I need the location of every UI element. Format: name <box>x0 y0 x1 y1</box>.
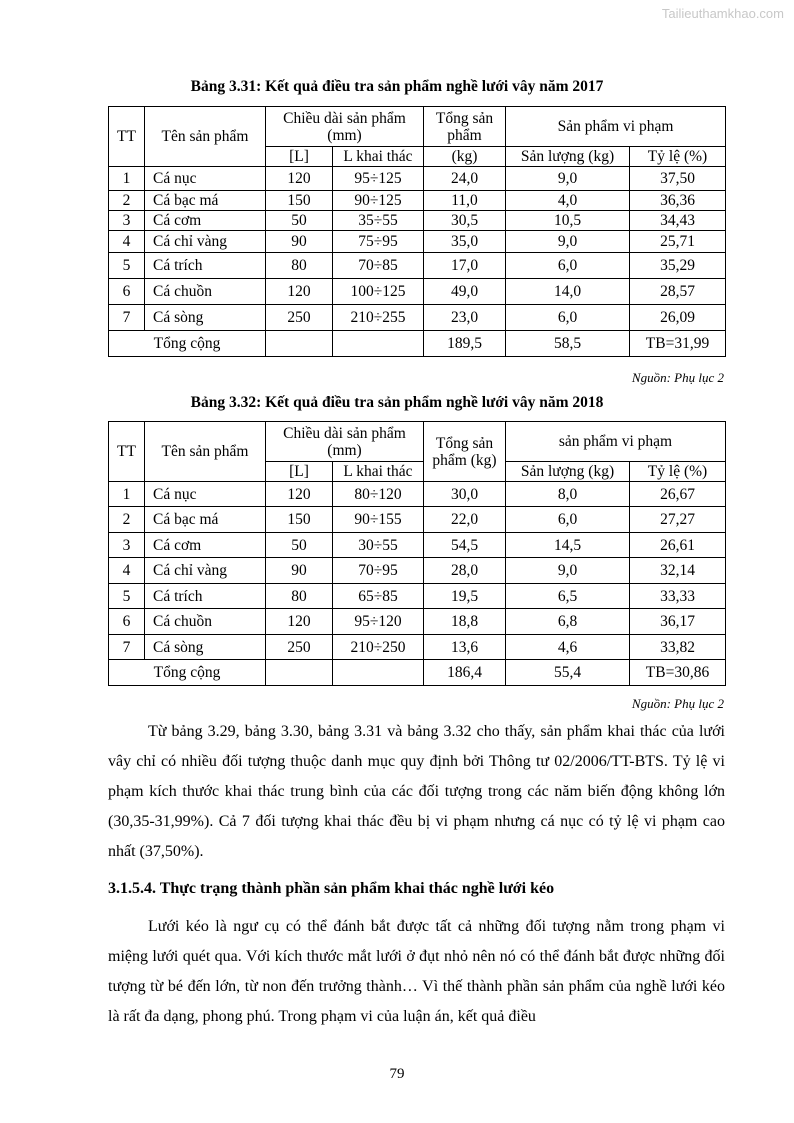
cell-lkt: 70÷95 <box>333 558 424 584</box>
cell-tt: 1 <box>109 482 145 507</box>
cell-total: 13,6 <box>424 635 506 660</box>
cell-rate: 27,27 <box>630 507 726 533</box>
cell-name: Cá chuồn <box>145 279 266 305</box>
paragraph-1-text: Từ bảng 3.29, bảng 3.30, bảng 3.31 và bảng 3.32 cho thấy, sản phẩm khai thác của lưới vây chỉ có nhiều đối tượng thuộc danh mục quy định bởi Thông tư 02/2006/TT-BTS. Tỷ lệ vi phạm kích thước khai thác trung bình của các đối tượng trong các năm biến động không lớn (30,35-31,99%). Cả 7 đối tượng khai thác đều bị vi phạm nhưng cá nục có tỷ lệ vi phạm cao nhất (37,50%). <box>108 723 725 860</box>
footer-empty <box>333 660 424 686</box>
cell-name: Cá sòng <box>145 305 266 331</box>
cell-rate: 26,09 <box>630 305 726 331</box>
cell-rate: 25,71 <box>630 231 726 253</box>
cell-yield: 14,0 <box>506 279 630 305</box>
cell-l: 150 <box>266 507 333 533</box>
table-row <box>109 231 726 253</box>
watermark: Tailieuthamkhao.com <box>661 6 784 21</box>
cell-lkt: 30÷55 <box>333 533 424 558</box>
table-row <box>109 507 726 533</box>
cell-yield: 9,0 <box>506 558 630 584</box>
cell-name: Cá cơm <box>145 211 266 231</box>
cell-yield: 4,0 <box>506 191 630 211</box>
cell-total: 19,5 <box>424 584 506 609</box>
header-violation: sản phẩm vi phạm <box>506 422 726 462</box>
cell-name: Cá bạc má <box>145 507 266 533</box>
cell-l: 50 <box>266 211 333 231</box>
cell-rate: 37,50 <box>630 167 726 191</box>
cell-yield: 10,5 <box>506 211 630 231</box>
cell-name: Cá sòng <box>145 635 266 660</box>
cell-l: 150 <box>266 191 333 211</box>
cell-rate: 32,14 <box>630 558 726 584</box>
footer-total: 186,4 <box>424 660 506 686</box>
cell-total: 24,0 <box>424 167 506 191</box>
paragraph-2 <box>108 912 725 1032</box>
table-row <box>109 167 726 191</box>
cell-total: 54,5 <box>424 533 506 558</box>
paragraph-1 <box>108 717 725 867</box>
cell-lkt: 65÷85 <box>333 584 424 609</box>
section-heading: 3.1.5.4. Thực trạng thành phần sản phẩm khai thác nghề lưới kéo <box>108 880 555 897</box>
cell-tt: 7 <box>109 635 145 660</box>
footer-rate: TB=31,99 <box>630 331 726 357</box>
paragraph-2-text: Lưới kéo là ngư cụ có thể đánh bắt được tất cả những đối tượng nằm trong phạm vi miệng lưới quét qua. Với kích thước mắt lưới ở đụt nhỏ nên nó có thể đánh bắt được những đối tượng từ bé đến lớn, từ non đến trưởng thành… Vì thế thành phần sản phẩm của nghề lưới kéo là rất đa dạng, phong phú. Trong phạm vi của luận án, kết quả điều <box>108 918 725 1025</box>
cell-l: 90 <box>266 231 333 253</box>
cell-total: 35,0 <box>424 231 506 253</box>
cell-yield: 9,0 <box>506 231 630 253</box>
footer-yield: 58,5 <box>506 331 630 357</box>
cell-tt: 5 <box>109 584 145 609</box>
cell-lkt: 95÷120 <box>333 609 424 635</box>
cell-rate: 36,17 <box>630 609 726 635</box>
table-row <box>109 253 726 279</box>
cell-name: Cá trích <box>145 253 266 279</box>
cell-tt: 5 <box>109 253 145 279</box>
table-row <box>109 584 726 609</box>
cell-tt: 6 <box>109 279 145 305</box>
table-row <box>109 482 726 507</box>
cell-total: 49,0 <box>424 279 506 305</box>
cell-lkt: 80÷120 <box>333 482 424 507</box>
table1 <box>108 106 726 357</box>
cell-name: Cá bạc má <box>145 191 266 211</box>
footer-label: Tổng cộng <box>109 660 266 686</box>
cell-rate: 28,57 <box>630 279 726 305</box>
table1-source: Nguồn: Phụ lục 2 <box>631 370 724 385</box>
header-rate: Tỷ lệ (%) <box>630 462 726 482</box>
cell-yield: 6,8 <box>506 609 630 635</box>
cell-tt: 7 <box>109 305 145 331</box>
cell-name: Cá cơm <box>145 533 266 558</box>
cell-lkt: 90÷155 <box>333 507 424 533</box>
header-rate: Tỷ lệ (%) <box>630 147 726 167</box>
header-name: Tên sản phẩm <box>145 107 266 167</box>
cell-name: Cá chỉ vàng <box>145 558 266 584</box>
cell-lkt: 35÷55 <box>333 211 424 231</box>
header-total-unit: (kg) <box>424 147 506 167</box>
cell-tt: 2 <box>109 191 145 211</box>
cell-yield: 9,0 <box>506 167 630 191</box>
cell-rate: 33,33 <box>630 584 726 609</box>
table2 <box>108 421 726 686</box>
cell-yield: 8,0 <box>506 482 630 507</box>
footer-total: 189,5 <box>424 331 506 357</box>
cell-total: 28,0 <box>424 558 506 584</box>
cell-total: 22,0 <box>424 507 506 533</box>
cell-rate: 26,67 <box>630 482 726 507</box>
cell-total: 18,8 <box>424 609 506 635</box>
header-l: [L] <box>266 147 333 167</box>
header-tt: TT <box>109 107 145 167</box>
cell-name: Cá trích <box>145 584 266 609</box>
cell-l: 50 <box>266 533 333 558</box>
table-footer-row <box>109 331 726 357</box>
header-tt: TT <box>109 422 145 482</box>
header-l: [L] <box>266 462 333 482</box>
header-name: Tên sản phẩm <box>145 422 266 482</box>
table-footer-row <box>109 660 726 686</box>
footer-rate: TB=30,86 <box>630 660 726 686</box>
table-row <box>109 305 726 331</box>
header-yield: Sản lượng (kg) <box>506 462 630 482</box>
header-length: Chiều dài sản phẩm (mm) <box>266 107 424 147</box>
cell-tt: 4 <box>109 558 145 584</box>
cell-tt: 2 <box>109 507 145 533</box>
cell-l: 120 <box>266 482 333 507</box>
cell-yield: 6,0 <box>506 305 630 331</box>
cell-l: 250 <box>266 305 333 331</box>
header-lkt: L khai thác <box>333 147 424 167</box>
header-violation: Sản phẩm vi phạm <box>506 107 726 147</box>
cell-total: 11,0 <box>424 191 506 211</box>
table2-source: Nguồn: Phụ lục 2 <box>631 696 724 711</box>
footer-empty <box>266 331 333 357</box>
cell-lkt: 210÷250 <box>333 635 424 660</box>
cell-name: Cá nục <box>145 482 266 507</box>
cell-l: 250 <box>266 635 333 660</box>
cell-rate: 34,43 <box>630 211 726 231</box>
header-lkt: L khai thác <box>333 462 424 482</box>
cell-lkt: 90÷125 <box>333 191 424 211</box>
cell-tt: 6 <box>109 609 145 635</box>
cell-name: Cá nục <box>145 167 266 191</box>
cell-rate: 36,36 <box>630 191 726 211</box>
table-row <box>109 609 726 635</box>
cell-l: 120 <box>266 279 333 305</box>
cell-l: 80 <box>266 584 333 609</box>
table-row <box>109 279 726 305</box>
header-total: Tổng sản phẩm <box>424 107 506 147</box>
header-yield: Sản lượng (kg) <box>506 147 630 167</box>
cell-yield: 4,6 <box>506 635 630 660</box>
cell-yield: 6,0 <box>506 507 630 533</box>
cell-l: 120 <box>266 167 333 191</box>
cell-tt: 3 <box>109 533 145 558</box>
cell-tt: 4 <box>109 231 145 253</box>
header-length: Chiều dài sản phẩm (mm) <box>266 422 424 462</box>
table-row <box>109 211 726 231</box>
table1-caption: Bảng 3.31: Kết quả điều tra sản phẩm nghề lưới vây năm 2017 <box>190 78 604 95</box>
cell-lkt: 100÷125 <box>333 279 424 305</box>
cell-rate: 26,61 <box>630 533 726 558</box>
cell-rate: 33,82 <box>630 635 726 660</box>
cell-lkt: 95÷125 <box>333 167 424 191</box>
cell-total: 30,0 <box>424 482 506 507</box>
table-row <box>109 635 726 660</box>
cell-l: 80 <box>266 253 333 279</box>
cell-tt: 3 <box>109 211 145 231</box>
cell-lkt: 70÷85 <box>333 253 424 279</box>
cell-total: 17,0 <box>424 253 506 279</box>
cell-name: Cá chuồn <box>145 609 266 635</box>
header-total: Tổng sản phẩm (kg) <box>424 422 506 482</box>
cell-l: 90 <box>266 558 333 584</box>
footer-label: Tổng cộng <box>109 331 266 357</box>
cell-lkt: 75÷95 <box>333 231 424 253</box>
cell-name: Cá chỉ vàng <box>145 231 266 253</box>
cell-tt: 1 <box>109 167 145 191</box>
cell-total: 23,0 <box>424 305 506 331</box>
cell-lkt: 210÷255 <box>333 305 424 331</box>
cell-yield: 6,5 <box>506 584 630 609</box>
table-row <box>109 558 726 584</box>
footer-yield: 55,4 <box>506 660 630 686</box>
table-row <box>109 533 726 558</box>
cell-total: 30,5 <box>424 211 506 231</box>
footer-empty <box>266 660 333 686</box>
table2-caption: Bảng 3.32: Kết quả điều tra sản phẩm nghề lưới vây năm 2018 <box>190 394 604 411</box>
cell-yield: 6,0 <box>506 253 630 279</box>
page-number: 79 <box>389 1066 405 1082</box>
table-row <box>109 191 726 211</box>
cell-rate: 35,29 <box>630 253 726 279</box>
cell-l: 120 <box>266 609 333 635</box>
cell-yield: 14,5 <box>506 533 630 558</box>
footer-empty <box>333 331 424 357</box>
